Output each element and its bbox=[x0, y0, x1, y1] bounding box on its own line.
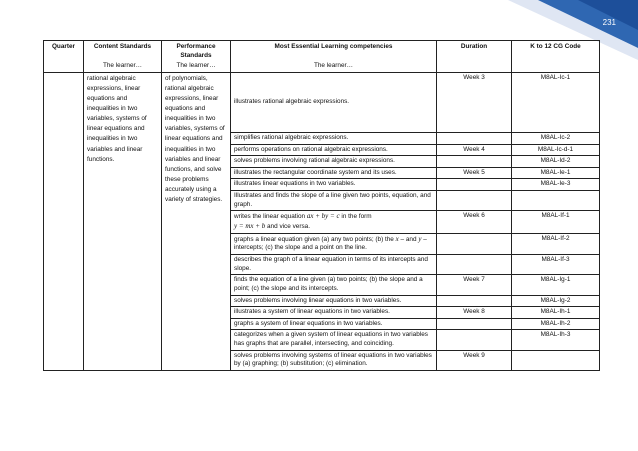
math-y: y bbox=[418, 234, 422, 243]
competency-text: writes the linear equation bbox=[234, 213, 306, 221]
code-cell: M8AL-If-1 bbox=[512, 211, 600, 233]
duration-cell bbox=[437, 254, 512, 274]
code-cell: M8AL-Ic-2 bbox=[512, 132, 600, 144]
competency-cell: illustrates a system of linear equations in two variables. bbox=[231, 307, 437, 319]
header-quarter: Quarter bbox=[44, 41, 84, 62]
header-duration: Duration bbox=[437, 41, 512, 62]
competency-cell: describes the graph of a linear equation in terms of its intercepts and slope. bbox=[231, 254, 437, 274]
header-row bbox=[44, 41, 600, 62]
math-standard-form: ax + by = c bbox=[306, 212, 340, 221]
code-cell: M8AL-Ih-1 bbox=[512, 307, 600, 319]
duration-cell bbox=[437, 233, 512, 254]
competency-cell: solves problems involving rational algebraic expressions. bbox=[231, 156, 437, 168]
code-cell: M8AL-Ic-1 bbox=[512, 72, 600, 132]
competency-cell: simplifies rational algebraic expressions. bbox=[231, 132, 437, 144]
competency-cell: Illustrates and finds the slope of a line given two points, equation, and graph. bbox=[231, 191, 437, 211]
competency-cell: finds the equation of a line given (a) two points; (b) the slope and a point; (c) the slope and its intercepts. bbox=[231, 275, 437, 295]
competency-text: – intercepts; (c) the slope and a point on the line. bbox=[234, 235, 427, 252]
duration-cell: Week 9 bbox=[437, 350, 512, 370]
performance-standard-cell: of polynomials, rational algebraic expressions, linear equations and inequalities in two variables, systems of linear equations and inequalities in two variables and linear functions, and solve these problems accurately using a variety of strategies. bbox=[162, 72, 231, 370]
code-cell: M8AL-Ie-3 bbox=[512, 179, 600, 191]
quarter-cell bbox=[44, 72, 84, 370]
duration-cell: Week 8 bbox=[437, 307, 512, 319]
competency-cell: illustrates linear equations in two variables. bbox=[231, 179, 437, 191]
code-cell: M8AL-If-3 bbox=[512, 254, 600, 274]
code-cell: M8AL-Ic-d-1 bbox=[512, 144, 600, 156]
duration-cell bbox=[437, 318, 512, 330]
duration-cell bbox=[437, 179, 512, 191]
code-cell: M8AL-Ig-2 bbox=[512, 295, 600, 307]
competency-cell: illustrates the rectangular coordinate system and its uses. bbox=[231, 167, 437, 179]
header-code: K to 12 CG Code bbox=[512, 41, 600, 62]
competency-text: – and bbox=[400, 235, 417, 243]
code-cell: M8AL-Id-2 bbox=[512, 156, 600, 168]
competency-text: and vice versa. bbox=[267, 223, 310, 231]
code-cell: M8AL-Ih-2 bbox=[512, 318, 600, 330]
code-cell: M8AL-If-2 bbox=[512, 233, 600, 254]
duration-cell bbox=[437, 156, 512, 168]
subheader-melc: The learner… bbox=[231, 61, 437, 72]
duration-cell: Week 5 bbox=[437, 167, 512, 179]
competency-text: in the form bbox=[341, 213, 372, 221]
duration-cell: Week 4 bbox=[437, 144, 512, 156]
code-cell: M8AL-Ih-3 bbox=[512, 330, 600, 350]
math-slope-intercept-form: y = mx + b bbox=[234, 222, 266, 231]
subheader-performance: The learner… bbox=[162, 61, 231, 72]
duration-cell: Week 3 bbox=[437, 72, 512, 132]
page-number: 231 bbox=[602, 18, 616, 27]
duration-cell bbox=[437, 295, 512, 307]
code-cell bbox=[512, 350, 600, 370]
competency-cell: categorizes when a given system of linear equations in two variables has graphs that are parallel, intersecting, and coinciding. bbox=[231, 330, 437, 350]
subheader-content: The learner… bbox=[84, 61, 162, 72]
table-row bbox=[44, 72, 600, 132]
header-melc: Most Essential Learning competencies bbox=[231, 41, 437, 62]
code-cell: M8AL-Ig-1 bbox=[512, 275, 600, 295]
competency-cell bbox=[231, 211, 437, 233]
duration-cell bbox=[437, 330, 512, 350]
content-standard-cell: rational algebraic expressions, linear equations and inequalities in two variables, systems of linear equations and inequalities in two variables and linear functions. bbox=[84, 72, 162, 370]
subheader-row bbox=[44, 61, 600, 72]
code-cell: M8AL-Ie-1 bbox=[512, 167, 600, 179]
competency-text: graphs a linear equation given (a) any two points; (b) the bbox=[234, 235, 394, 243]
duration-cell: Week 7 bbox=[437, 275, 512, 295]
competency-cell: performs operations on rational algebraic expressions. bbox=[231, 144, 437, 156]
competency-cell: graphs a system of linear equations in two variables. bbox=[231, 318, 437, 330]
duration-cell bbox=[437, 191, 512, 211]
header-content-standards: Content Standards bbox=[84, 41, 162, 62]
competency-cell: solves problems involving systems of linear equations in two variables by (a) graphing; (b) substitution; (c) elimination. bbox=[231, 350, 437, 370]
duration-cell: Week 6 bbox=[437, 211, 512, 233]
duration-cell bbox=[437, 132, 512, 144]
competency-cell bbox=[231, 233, 437, 254]
competency-cell: illustrates rational algebraic expressions. bbox=[231, 72, 437, 132]
code-cell bbox=[512, 191, 600, 211]
curriculum-table bbox=[43, 40, 600, 371]
math-x: x bbox=[395, 234, 399, 243]
header-performance-standards: Performance Standards bbox=[162, 41, 231, 62]
competency-cell: solves problems involving linear equations in two variables. bbox=[231, 295, 437, 307]
